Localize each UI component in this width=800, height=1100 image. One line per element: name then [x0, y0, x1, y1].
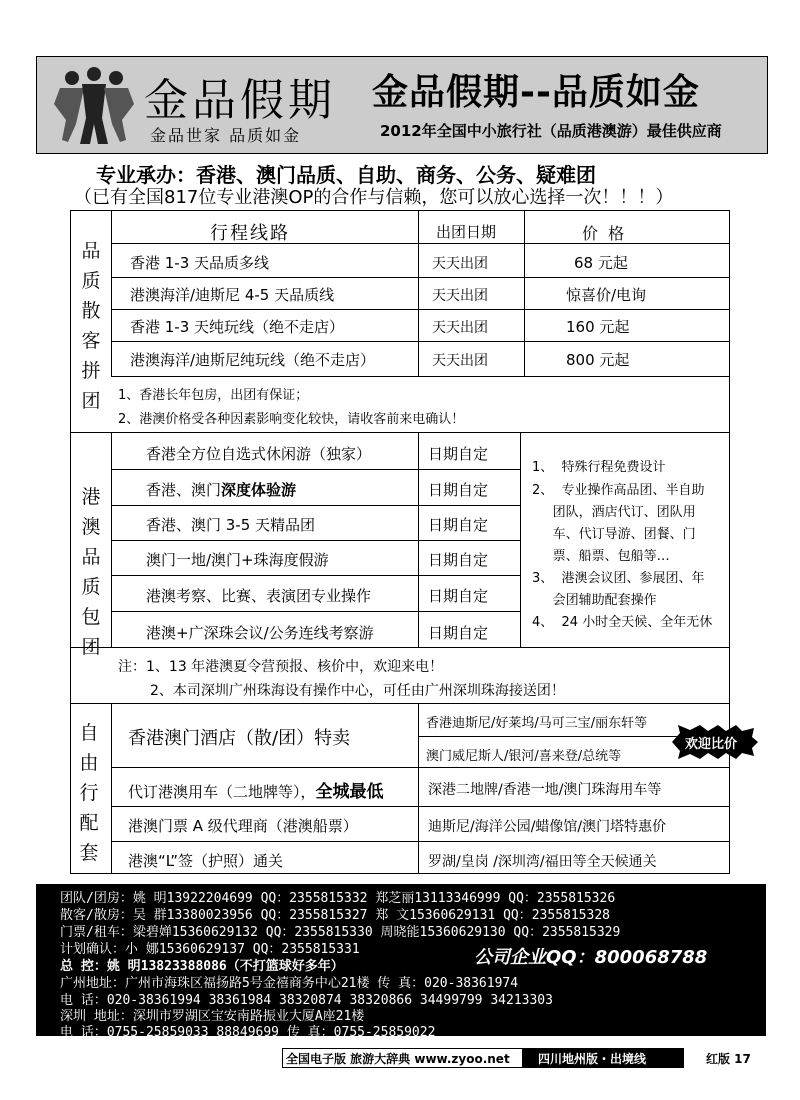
gz-address: 广州地址：广州市海珠区福扬路5号金禧商务中心21楼 传 真：020-38361974 [60, 976, 519, 991]
package-route-highlight: 深度体验游 [221, 481, 297, 499]
contact-line: 散客/散房：吴 群13380023956 QQ：2355815327 郑 文15360629131 QQ：2355815328 [60, 908, 610, 923]
badge-label: 欢迎比价 [685, 737, 738, 752]
section2-note: 注：1、13 年港澳夏令营预报、核价中，欢迎来电！ [118, 659, 444, 675]
contact-line: 团队/团房：姚 明13922204699 QQ：2355815332 郑芝丽13113346999 QQ：2355815326 [60, 891, 616, 906]
table-row-price: 68 元起 [574, 254, 628, 272]
page-subtitle: 2012年全国中小旅行社（品质港澳游）最佳供应商 [380, 122, 722, 140]
table-row-route: 港澳海洋/迪斯尼纯玩线（绝不走店） [130, 351, 376, 369]
table-row-price: 800 元起 [566, 351, 630, 369]
chief-contact: 总 控：姚 明13823388086（不打篮球好多年） [60, 959, 344, 974]
header-route: 行程线路 [210, 223, 290, 244]
table-row-date: 天天出团 [432, 353, 488, 369]
table-row-route: 香港 1-3 天纯玩线（绝不走店） [130, 318, 345, 336]
table-row-date: 天天出团 [432, 320, 488, 336]
package-date: 日期自定 [428, 551, 489, 569]
feature-line: 会团辅助配套操作 [532, 593, 657, 608]
service-left: 港澳门票 A 级代理商（港澳船票） [128, 817, 358, 835]
feature-line: 4、 24 小时全天候、全年无休 [532, 615, 713, 630]
hotel-title: 香港澳门酒店（散/团）特卖 [128, 728, 351, 749]
footer-middle-text: 四川地州版・出境线 [538, 1052, 647, 1066]
table-row-route: 港澳海洋/迪斯尼 4-5 天品质线 [130, 286, 335, 304]
section1-note: 1、香港长年包房，出团有保证； [118, 388, 309, 403]
header-price: 价 格 [582, 224, 625, 243]
section1-label: 品质散客拼团 [81, 240, 101, 412]
section3-label: 自由行配套 [79, 722, 99, 864]
contact-line: 门票/租车：梁碧婵15360629132 QQ：2355815330 周晓能15360629130 QQ：2355815329 [60, 925, 621, 940]
feature-line: 2、 专业操作高品团、半自助 [532, 483, 705, 498]
logo-name: 金品假期 [144, 75, 336, 126]
table-row-date: 天天出团 [432, 288, 488, 304]
footer-page: 红版 17 [706, 1052, 751, 1066]
service-right: 迪斯尼/海洋公园/蜡像馆/澳门塔特惠价 [428, 819, 667, 835]
section2-note: 2、本司深圳广州珠海设有操作中心，可任由广州深圳珠海接送团！ [150, 683, 565, 699]
package-route: 香港全方位自选式休闲游（独家） [146, 445, 372, 463]
package-date: 日期自定 [428, 445, 489, 463]
specialty-line: 专业承办：香港、澳门品质、自助、商务、公务、疑难团 [96, 163, 596, 187]
sz-address: 深圳 地址：深圳市罗湖区宝安南路振业大厦A座21楼 [60, 1009, 365, 1024]
footer-left-text: 全国电子版 旅游大辞典 www.zyoo.net [286, 1052, 510, 1066]
hotel-hk-list: 香港迪斯尼/好莱坞/马可三宝/丽东轩等 [426, 716, 648, 731]
hotel-mo-list: 澳门威尼斯人/银河/喜来登/总统等 [426, 749, 622, 764]
table-row-route: 香港 1-3 天品质多线 [130, 254, 270, 272]
package-route: 港澳+广深珠会议/公务连线考察游 [146, 624, 374, 642]
feature-line: 1、 特殊行程免费设计 [532, 460, 666, 475]
table-row-price: 160 元起 [566, 318, 630, 336]
people-logo-icon [50, 64, 138, 148]
package-date: 日期自定 [428, 481, 489, 499]
service-highlight: 全城最低 [315, 782, 384, 802]
feature-line: 团队，酒店代订、团队用 [532, 505, 696, 520]
package-date: 日期自定 [428, 516, 489, 534]
package-date: 日期自定 [428, 587, 489, 605]
feature-line: 车、代订导游、团餐、门 [532, 527, 696, 542]
package-route: 澳门一地/澳门+珠海度假游 [146, 551, 329, 569]
contact-line: 计划确认：小 娜15360629137 QQ：2355815331 [60, 942, 360, 957]
package-route: 香港、澳门深度体验游 [146, 481, 297, 499]
gz-phone: 电 话：020-38361994 38361984 38320874 38320866 34499799 34213303 [60, 993, 553, 1008]
service-left: 代订港澳用车（二地牌等），全城最低 [128, 782, 384, 802]
trust-line: （已有全国817位专业港澳OP的合作与信赖，您可以放心选择一次！！！） [74, 187, 674, 208]
sz-phone: 电 话：0755-25859033 88849699 传 真：0755-25859022 [60, 1025, 436, 1040]
service-right: 深港二地牌/香港一地/澳门珠海用车等 [428, 782, 662, 798]
section1-note: 2、港澳价格受各种因素影响变化较快，请收客前来电确认！ [118, 412, 465, 427]
section2-label: 港澳品质包团 [81, 486, 101, 658]
page-title: 金品假期--品质如金 [372, 72, 700, 113]
package-date: 日期自定 [428, 624, 489, 642]
company-qq: 公司企业QQ：800068788 [474, 947, 708, 968]
service-right: 罗湖/皇岗 /深圳湾/福田等全天候通关 [428, 854, 657, 870]
feature-line: 票、船票、包船等… [532, 549, 670, 564]
feature-line: 3、 港澳会议团、参展团、年 [532, 571, 705, 586]
service-left: 港澳“L”签（护照）通关 [128, 852, 283, 870]
header-date: 出团日期 [436, 223, 497, 241]
logo-slogan: 金品世家 品质如金 [150, 126, 302, 145]
table-row-date: 天天出团 [432, 256, 488, 272]
table-row-price: 惊喜价/电询 [566, 286, 647, 304]
package-route: 港澳考察、比赛、表演团专业操作 [146, 587, 372, 605]
package-route: 香港、澳门 3-5 天精品团 [146, 516, 316, 534]
